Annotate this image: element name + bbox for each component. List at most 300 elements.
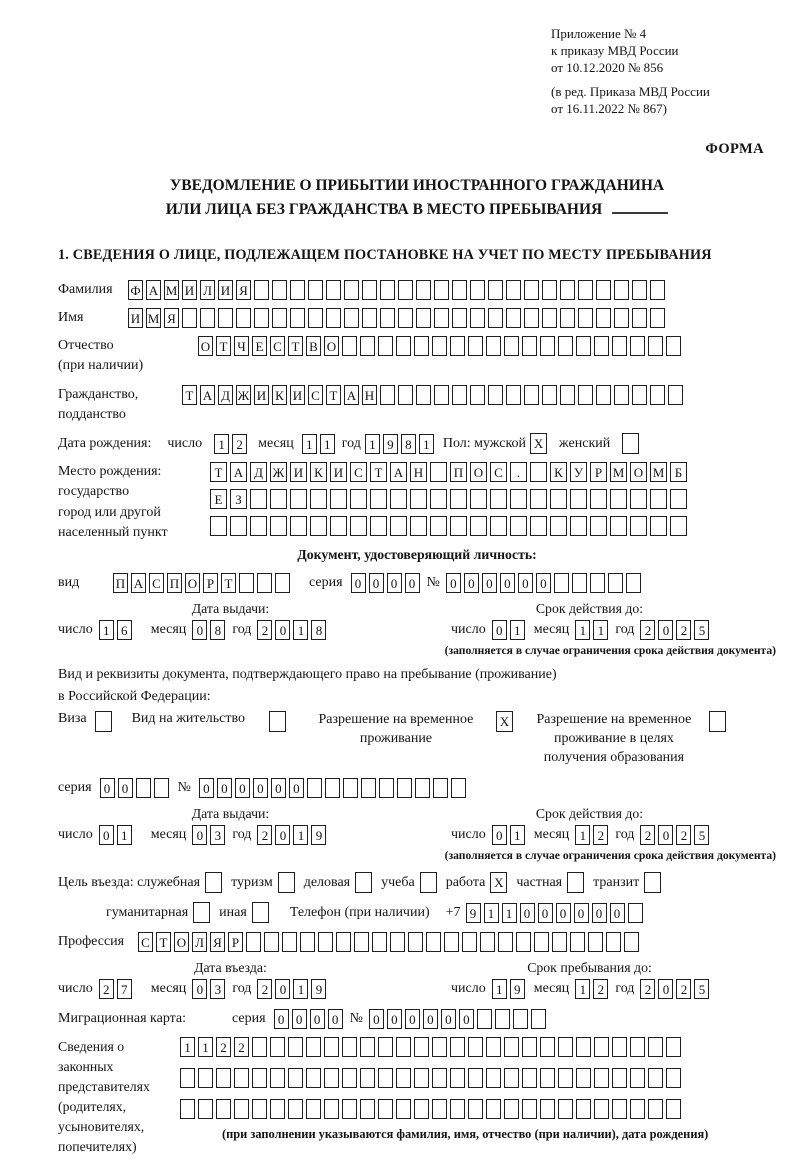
form-cell[interactable]: 5 (694, 620, 709, 640)
form-cell[interactable] (614, 280, 629, 300)
form-cell[interactable] (612, 1037, 627, 1057)
form-cell[interactable]: Н (410, 462, 427, 482)
form-cell[interactable] (362, 280, 377, 300)
form-cell[interactable]: Т (370, 462, 387, 482)
form-cell[interactable] (450, 1037, 465, 1057)
form-cell[interactable] (542, 280, 557, 300)
form-cell[interactable] (524, 385, 539, 405)
form-cell[interactable] (342, 1099, 357, 1119)
form-cell[interactable] (596, 308, 611, 328)
form-cell[interactable] (612, 1068, 627, 1088)
form-cell[interactable] (450, 1099, 465, 1119)
form-cell[interactable]: 5 (694, 979, 709, 999)
form-cell[interactable] (486, 336, 501, 356)
form-cell[interactable]: 1 (293, 979, 308, 999)
form-cell[interactable] (558, 1037, 573, 1057)
form-cell[interactable] (272, 280, 287, 300)
form-cell[interactable] (498, 932, 513, 952)
form-cell[interactable] (230, 516, 247, 536)
form-cell[interactable] (416, 280, 431, 300)
form-cell[interactable] (396, 1037, 411, 1057)
form-cell[interactable] (540, 1099, 555, 1119)
form-cell[interactable] (370, 489, 387, 509)
form-cell[interactable] (506, 280, 521, 300)
form-cell[interactable] (632, 308, 647, 328)
form-cell[interactable] (558, 1099, 573, 1119)
form-cell[interactable] (522, 1068, 537, 1088)
form-cell[interactable] (361, 778, 376, 798)
form-cell[interactable] (360, 1099, 375, 1119)
form-cell[interactable] (414, 1068, 429, 1088)
form-cell[interactable]: Р (590, 462, 607, 482)
form-cell[interactable]: 0 (289, 778, 304, 798)
form-cell[interactable] (398, 308, 413, 328)
form-cell[interactable] (468, 336, 483, 356)
form-cell[interactable]: 1 (419, 434, 434, 454)
form-cell[interactable] (596, 385, 611, 405)
form-cell[interactable] (650, 489, 667, 509)
form-cell[interactable] (630, 516, 647, 536)
form-cell[interactable] (432, 336, 447, 356)
form-cell[interactable] (567, 872, 584, 893)
form-cell[interactable] (480, 932, 495, 952)
form-cell[interactable]: Т (221, 573, 236, 593)
form-cell[interactable] (310, 516, 327, 536)
form-cell[interactable] (254, 308, 269, 328)
form-cell[interactable] (378, 336, 393, 356)
form-cell[interactable]: Д (250, 462, 267, 482)
form-cell[interactable] (588, 932, 603, 952)
form-cell[interactable]: 0 (118, 778, 133, 798)
form-cell[interactable]: 2 (640, 825, 655, 845)
form-cell[interactable]: М (610, 462, 627, 482)
form-cell[interactable] (614, 308, 629, 328)
form-cell[interactable] (506, 385, 521, 405)
form-cell[interactable]: 1 (593, 620, 608, 640)
form-cell[interactable] (510, 516, 527, 536)
form-cell[interactable] (282, 932, 297, 952)
form-cell[interactable] (434, 308, 449, 328)
form-cell[interactable] (486, 1037, 501, 1057)
form-cell[interactable]: М (164, 280, 179, 300)
form-cell[interactable]: 0 (192, 620, 207, 640)
form-cell[interactable] (288, 1068, 303, 1088)
form-cell[interactable]: 0 (492, 825, 507, 845)
form-cell[interactable] (252, 1099, 267, 1119)
purpose-work-checkbox[interactable] (490, 872, 507, 893)
form-cell[interactable]: 0 (492, 620, 507, 640)
form-cell[interactable] (522, 1037, 537, 1057)
form-cell[interactable] (254, 280, 269, 300)
form-cell[interactable] (355, 872, 372, 893)
form-cell[interactable]: 0 (405, 573, 420, 593)
form-cell[interactable] (612, 336, 627, 356)
form-cell[interactable]: 1 (293, 825, 308, 845)
form-cell[interactable] (380, 280, 395, 300)
form-cell[interactable] (578, 280, 593, 300)
form-cell[interactable] (390, 489, 407, 509)
form-cell[interactable]: 0 (235, 778, 250, 798)
form-cell[interactable] (670, 516, 687, 536)
purpose-study-checkbox[interactable] (420, 872, 437, 893)
form-cell[interactable]: Ж (270, 462, 287, 482)
form-cell[interactable] (236, 308, 251, 328)
form-cell[interactable] (524, 280, 539, 300)
form-cell[interactable]: И (330, 462, 347, 482)
temp-residence-edu-checkbox[interactable] (709, 711, 726, 732)
form-cell[interactable] (290, 489, 307, 509)
form-cell[interactable] (193, 902, 210, 923)
form-cell[interactable] (630, 1068, 645, 1088)
form-cell[interactable]: 0 (192, 825, 207, 845)
form-cell[interactable] (250, 516, 267, 536)
form-cell[interactable] (434, 280, 449, 300)
form-cell[interactable]: И (254, 385, 269, 405)
form-cell[interactable] (650, 516, 667, 536)
form-cell[interactable] (198, 1099, 213, 1119)
form-cell[interactable] (530, 462, 547, 482)
form-cell[interactable] (540, 336, 555, 356)
form-cell[interactable]: 9 (311, 979, 326, 999)
form-cell[interactable] (380, 385, 395, 405)
form-cell[interactable] (490, 516, 507, 536)
form-cell[interactable] (380, 308, 395, 328)
form-cell[interactable]: Ф (128, 280, 143, 300)
form-cell[interactable]: 9 (383, 434, 398, 454)
form-cell[interactable] (666, 336, 681, 356)
form-cell[interactable] (554, 573, 569, 593)
form-cell[interactable] (180, 1099, 195, 1119)
form-cell[interactable] (578, 385, 593, 405)
form-cell[interactable]: 1 (575, 979, 590, 999)
form-cell[interactable] (666, 1068, 681, 1088)
form-cell[interactable] (570, 489, 587, 509)
form-cell[interactable]: 2 (257, 979, 272, 999)
form-cell[interactable]: 1 (320, 434, 335, 454)
form-cell[interactable] (270, 516, 287, 536)
form-cell[interactable]: И (290, 462, 307, 482)
form-cell[interactable] (608, 573, 623, 593)
form-cell[interactable] (288, 1099, 303, 1119)
form-cell[interactable] (488, 280, 503, 300)
purpose-other-checkbox[interactable] (252, 902, 269, 923)
form-cell[interactable] (594, 1068, 609, 1088)
purpose-humanitarian-checkbox[interactable] (193, 902, 210, 923)
form-cell[interactable]: О (470, 462, 487, 482)
form-cell[interactable]: 0 (459, 1009, 474, 1029)
form-cell[interactable] (550, 489, 567, 509)
purpose-private-checkbox[interactable] (567, 872, 584, 893)
form-cell[interactable] (378, 1068, 393, 1088)
form-cell[interactable]: 1 (214, 434, 229, 454)
form-cell[interactable]: 2 (593, 979, 608, 999)
form-cell[interactable] (398, 385, 413, 405)
form-cell[interactable] (558, 1068, 573, 1088)
form-cell[interactable] (614, 385, 629, 405)
form-cell[interactable]: 0 (192, 979, 207, 999)
form-cell[interactable]: 0 (610, 903, 625, 923)
form-cell[interactable]: Е (210, 489, 227, 509)
form-cell[interactable] (308, 308, 323, 328)
form-cell[interactable] (182, 308, 197, 328)
form-cell[interactable] (272, 308, 287, 328)
form-cell[interactable]: 0 (520, 903, 535, 923)
form-cell[interactable] (278, 872, 295, 893)
form-cell[interactable] (470, 489, 487, 509)
form-cell[interactable]: 2 (676, 825, 691, 845)
phone-cells[interactable] (466, 903, 646, 923)
form-cell[interactable]: 2 (234, 1037, 249, 1057)
form-cell[interactable]: X (496, 711, 513, 732)
form-cell[interactable] (648, 336, 663, 356)
form-cell[interactable]: С (138, 932, 153, 952)
form-cell[interactable] (354, 932, 369, 952)
form-cell[interactable]: А (230, 462, 247, 482)
form-cell[interactable]: 0 (369, 573, 384, 593)
form-cell[interactable]: 1 (575, 620, 590, 640)
form-cell[interactable] (326, 280, 341, 300)
form-cell[interactable] (540, 1037, 555, 1057)
sex-female-checkbox[interactable] (622, 433, 639, 454)
form-cell[interactable]: 1 (365, 434, 380, 454)
form-cell[interactable] (470, 280, 485, 300)
form-cell[interactable] (504, 1099, 519, 1119)
form-cell[interactable] (205, 872, 222, 893)
form-cell[interactable] (462, 932, 477, 952)
form-cell[interactable] (430, 489, 447, 509)
form-cell[interactable] (530, 516, 547, 536)
form-cell[interactable] (594, 336, 609, 356)
form-cell[interactable] (252, 902, 269, 923)
form-cell[interactable] (504, 1037, 519, 1057)
form-cell[interactable] (490, 489, 507, 509)
form-cell[interactable]: 3 (210, 825, 225, 845)
form-cell[interactable]: Л (192, 932, 207, 952)
form-cell[interactable] (648, 1099, 663, 1119)
form-cell[interactable] (628, 903, 643, 923)
form-cell[interactable]: 1 (198, 1037, 213, 1057)
form-cell[interactable]: Я (210, 932, 225, 952)
form-cell[interactable] (648, 1068, 663, 1088)
form-cell[interactable]: 8 (311, 620, 326, 640)
form-cell[interactable]: 1 (510, 825, 525, 845)
form-cell[interactable]: 0 (423, 1009, 438, 1029)
form-cell[interactable] (269, 711, 286, 732)
form-cell[interactable]: С (149, 573, 164, 593)
form-cell[interactable]: 0 (446, 573, 461, 593)
form-cell[interactable] (570, 516, 587, 536)
form-cell[interactable] (594, 1099, 609, 1119)
form-cell[interactable] (330, 516, 347, 536)
form-cell[interactable] (560, 385, 575, 405)
form-cell[interactable]: С (308, 385, 323, 405)
form-cell[interactable] (246, 932, 261, 952)
form-cell[interactable] (342, 1037, 357, 1057)
form-cell[interactable] (452, 385, 467, 405)
form-cell[interactable] (560, 308, 575, 328)
form-cell[interactable]: 7 (117, 979, 132, 999)
form-cell[interactable] (576, 1099, 591, 1119)
form-cell[interactable] (414, 1037, 429, 1057)
form-cell[interactable]: 1 (293, 620, 308, 640)
form-cell[interactable] (210, 516, 227, 536)
form-cell[interactable]: 2 (593, 825, 608, 845)
form-cell[interactable]: А (390, 462, 407, 482)
purpose-official-checkbox[interactable] (205, 872, 222, 893)
form-cell[interactable] (576, 1037, 591, 1057)
form-cell[interactable] (415, 778, 430, 798)
form-cell[interactable]: З (230, 489, 247, 509)
form-cell[interactable] (257, 573, 272, 593)
form-cell[interactable] (450, 489, 467, 509)
form-cell[interactable] (398, 280, 413, 300)
form-cell[interactable] (218, 308, 233, 328)
form-cell[interactable] (350, 516, 367, 536)
form-cell[interactable] (524, 308, 539, 328)
form-cell[interactable] (504, 1068, 519, 1088)
form-cell[interactable] (488, 308, 503, 328)
form-cell[interactable]: О (174, 932, 189, 952)
form-cell[interactable] (290, 308, 305, 328)
form-cell[interactable] (666, 1037, 681, 1057)
form-cell[interactable]: 0 (556, 903, 571, 923)
form-cell[interactable] (632, 385, 647, 405)
form-cell[interactable] (420, 872, 437, 893)
form-cell[interactable]: 8 (210, 620, 225, 640)
form-cell[interactable] (596, 280, 611, 300)
form-cell[interactable]: 0 (274, 1009, 289, 1029)
form-cell[interactable] (198, 1068, 213, 1088)
form-cell[interactable] (626, 573, 641, 593)
form-cell[interactable] (239, 573, 254, 593)
form-cell[interactable] (495, 1009, 510, 1029)
form-cell[interactable] (270, 1037, 285, 1057)
form-cell[interactable]: 0 (538, 903, 553, 923)
form-cell[interactable] (468, 1037, 483, 1057)
form-cell[interactable] (468, 1068, 483, 1088)
form-cell[interactable]: А (200, 385, 215, 405)
form-cell[interactable]: Т (156, 932, 171, 952)
form-cell[interactable] (306, 1099, 321, 1119)
form-cell[interactable] (650, 385, 665, 405)
form-cell[interactable] (624, 932, 639, 952)
form-cell[interactable] (558, 336, 573, 356)
form-cell[interactable] (452, 280, 467, 300)
form-cell[interactable] (414, 1099, 429, 1119)
form-cell[interactable]: У (570, 462, 587, 482)
form-cell[interactable]: 0 (271, 778, 286, 798)
form-cell[interactable] (513, 1009, 528, 1029)
form-cell[interactable]: 1 (510, 620, 525, 640)
form-cell[interactable]: П (167, 573, 182, 593)
form-cell[interactable]: Е (252, 336, 267, 356)
form-cell[interactable] (324, 1037, 339, 1057)
form-cell[interactable]: О (185, 573, 200, 593)
form-cell[interactable] (252, 1068, 267, 1088)
form-cell[interactable]: 0 (199, 778, 214, 798)
form-cell[interactable] (360, 336, 375, 356)
form-cell[interactable]: 0 (658, 979, 673, 999)
form-cell[interactable] (336, 932, 351, 952)
form-cell[interactable] (468, 1099, 483, 1119)
form-cell[interactable] (516, 932, 531, 952)
form-cell[interactable] (450, 1068, 465, 1088)
form-cell[interactable]: П (450, 462, 467, 482)
form-cell[interactable] (416, 385, 431, 405)
form-cell[interactable] (308, 280, 323, 300)
form-cell[interactable] (612, 1099, 627, 1119)
form-cell[interactable]: И (290, 385, 305, 405)
form-cell[interactable] (180, 1068, 195, 1088)
form-cell[interactable] (379, 778, 394, 798)
form-cell[interactable] (530, 489, 547, 509)
form-cell[interactable] (342, 1068, 357, 1088)
form-cell[interactable] (252, 1037, 267, 1057)
form-cell[interactable]: 2 (232, 434, 247, 454)
purpose-transit-checkbox[interactable] (644, 872, 661, 893)
form-cell[interactable] (410, 516, 427, 536)
form-cell[interactable] (650, 308, 665, 328)
form-cell[interactable] (470, 308, 485, 328)
form-cell[interactable] (550, 516, 567, 536)
form-cell[interactable] (630, 1037, 645, 1057)
form-cell[interactable]: 0 (310, 1009, 325, 1029)
form-cell[interactable]: X (530, 433, 547, 454)
form-cell[interactable]: Ч (234, 336, 249, 356)
form-cell[interactable]: 0 (99, 825, 114, 845)
form-cell[interactable]: Я (164, 308, 179, 328)
form-cell[interactable]: 1 (575, 825, 590, 845)
form-cell[interactable] (522, 1099, 537, 1119)
form-cell[interactable] (360, 1037, 375, 1057)
form-cell[interactable] (344, 308, 359, 328)
form-cell[interactable]: Т (216, 336, 231, 356)
form-cell[interactable] (290, 516, 307, 536)
form-cell[interactable]: 0 (387, 573, 402, 593)
form-cell[interactable]: Н (362, 385, 377, 405)
form-cell[interactable] (344, 280, 359, 300)
form-cell[interactable]: Р (228, 932, 243, 952)
form-cell[interactable] (590, 516, 607, 536)
form-cell[interactable]: 9 (311, 825, 326, 845)
form-cell[interactable] (432, 1099, 447, 1119)
form-cell[interactable] (95, 711, 112, 732)
form-cell[interactable] (433, 778, 448, 798)
form-cell[interactable]: 0 (292, 1009, 307, 1029)
form-cell[interactable] (378, 1037, 393, 1057)
form-cell[interactable] (470, 516, 487, 536)
form-cell[interactable] (668, 385, 683, 405)
form-cell[interactable] (670, 489, 687, 509)
form-cell[interactable]: 0 (275, 620, 290, 640)
form-cell[interactable] (416, 308, 431, 328)
form-cell[interactable]: 0 (658, 620, 673, 640)
form-cell[interactable] (234, 1099, 249, 1119)
form-cell[interactable]: П (113, 573, 128, 593)
form-cell[interactable] (300, 932, 315, 952)
form-cell[interactable]: 2 (257, 825, 272, 845)
form-cell[interactable] (378, 1099, 393, 1119)
form-cell[interactable] (432, 1068, 447, 1088)
form-cell[interactable]: Д (218, 385, 233, 405)
form-cell[interactable] (307, 778, 322, 798)
form-cell[interactable] (570, 932, 585, 952)
form-cell[interactable] (450, 516, 467, 536)
form-cell[interactable] (630, 336, 645, 356)
form-cell[interactable] (324, 1099, 339, 1119)
form-cell[interactable]: О (198, 336, 213, 356)
form-cell[interactable] (606, 932, 621, 952)
